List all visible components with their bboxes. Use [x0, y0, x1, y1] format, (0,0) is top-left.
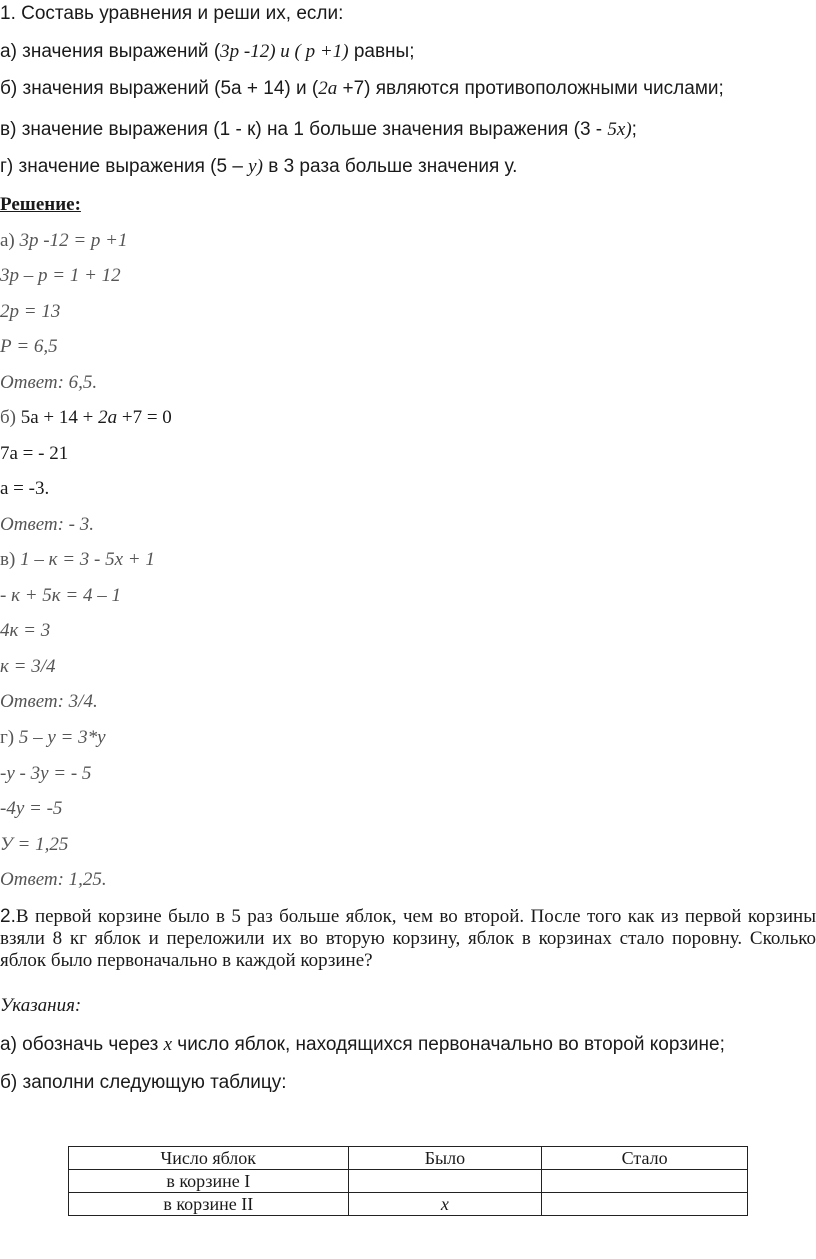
task1-header [0, 2, 343, 26]
solution-a-eq-1: 3р -12 = р +1 [19, 230, 128, 251]
hints-title: Указания: [0, 995, 82, 1016]
table-header-row [69, 1147, 748, 1170]
hint-a-variable: х [163, 1034, 173, 1055]
hint-a-end: число яблок, находящихся первоначально во второй корзине; [172, 1034, 725, 1055]
task1-b-prefix: б) значения выражений (5а + 14) и ( [0, 78, 319, 99]
solution-c-label: в) [0, 549, 21, 570]
solution-a-line-3: 2р = 13 [0, 301, 61, 322]
solution-d-eq-1: 5 – у = 3*у [18, 727, 106, 748]
hint-b: б) заполни следующую таблицу: [0, 1072, 287, 1093]
solution-a-answer: Ответ: 6,5. [0, 372, 98, 393]
task1-b-expression: 2а [318, 78, 338, 99]
solution-d-label: г) [0, 727, 19, 748]
task1-c-suffix: ; [631, 119, 637, 140]
task1-header-text: 1. Составь уравнения и реши их, если: [0, 3, 344, 24]
task1-c-prefix: в) значение выражения (1 - к) на 1 больше значения выражения (3 - [0, 119, 608, 140]
task1-item-c [0, 118, 637, 142]
solution-title: Решение: [0, 194, 81, 215]
solution-b-eq-end: +7 = 0 [117, 407, 172, 428]
table-cell: в корзине I [69, 1170, 349, 1193]
solution-b-eq-italic: 2а [98, 407, 118, 428]
table-row [69, 1193, 748, 1216]
solution-a-line-1 [0, 229, 128, 253]
solution-d-line-2: -у - 3у = - 5 [0, 763, 92, 784]
solution-d-answer: Ответ: 1,25. [0, 869, 107, 890]
solution-c-answer: Ответ: 3/4. [0, 691, 98, 712]
solution-b-eq-start: 5а + 14 + [20, 407, 99, 428]
table-cell [348, 1170, 542, 1193]
solution-a-label: а) [0, 230, 20, 251]
hint-a-start: а) обозначь через [0, 1034, 164, 1055]
solution-b-line-3: а = -3. [0, 478, 50, 499]
table-header-cell: Число яблок [69, 1147, 349, 1170]
table-header-cell: Стало [542, 1147, 748, 1170]
solution-d-line-1 [0, 726, 106, 750]
solution-c-line-4: к = 3/4 [0, 656, 56, 677]
solution-b-label: б) [0, 407, 21, 428]
solution-b-line-2: 7а = - 21 [0, 443, 69, 464]
task1-a-prefix: а) значения выражений ( [0, 41, 221, 62]
table-cell [542, 1193, 748, 1216]
task1-a-suffix: равны; [348, 41, 415, 62]
solution-c-line-1 [0, 548, 155, 572]
task2-text: В первой корзине было в 5 раз больше яблок, чем во второй. После того как из первой корзины взяли 8 кг яблок и переложили их во вторую корзину, яблок в корзинах стало поровну. Сколько яблок было первоначально в каждой корзине? [0, 906, 816, 971]
hint-a [0, 1033, 725, 1057]
task1-b-suffix: +7) являются противоположными числами; [337, 78, 724, 99]
table-row [69, 1170, 748, 1193]
task1-a-expression: 3р -12) и ( р +1) [220, 41, 349, 62]
task1-d-suffix: в 3 раза больше значения у. [262, 156, 518, 177]
solution-d-line-3: -4у = -5 [0, 798, 63, 819]
table-cell: х [348, 1193, 542, 1216]
table-cell: в корзине II [69, 1193, 349, 1216]
task2-paragraph [0, 906, 816, 972]
task1-item-a [0, 40, 414, 64]
table-cell [542, 1170, 748, 1193]
solution-c-line-2: - к + 5к = 4 – 1 [0, 585, 121, 606]
solution-c-line-3: 4к = 3 [0, 620, 51, 641]
task1-item-d [0, 155, 517, 179]
task1-c-expression: 5х) [607, 119, 632, 140]
apples-table [68, 1146, 748, 1216]
solution-a-line-4: Р = 6,5 [0, 336, 58, 357]
solution-c-eq-1: 1 – к = 3 - 5х + 1 [20, 549, 155, 570]
task1-item-b [0, 77, 724, 101]
task1-d-prefix: г) значение выражения (5 – [0, 156, 249, 177]
table-header-cell: Было [348, 1147, 542, 1170]
solution-b-answer: Ответ: - 3. [0, 514, 94, 535]
solution-b-line-1 [0, 406, 172, 430]
task2-number: 2. [0, 906, 16, 927]
solution-d-line-4: У = 1,25 [0, 834, 69, 855]
solution-a-line-2: 3р – р = 1 + 12 [0, 265, 121, 286]
task1-d-expression: у) [248, 156, 263, 177]
